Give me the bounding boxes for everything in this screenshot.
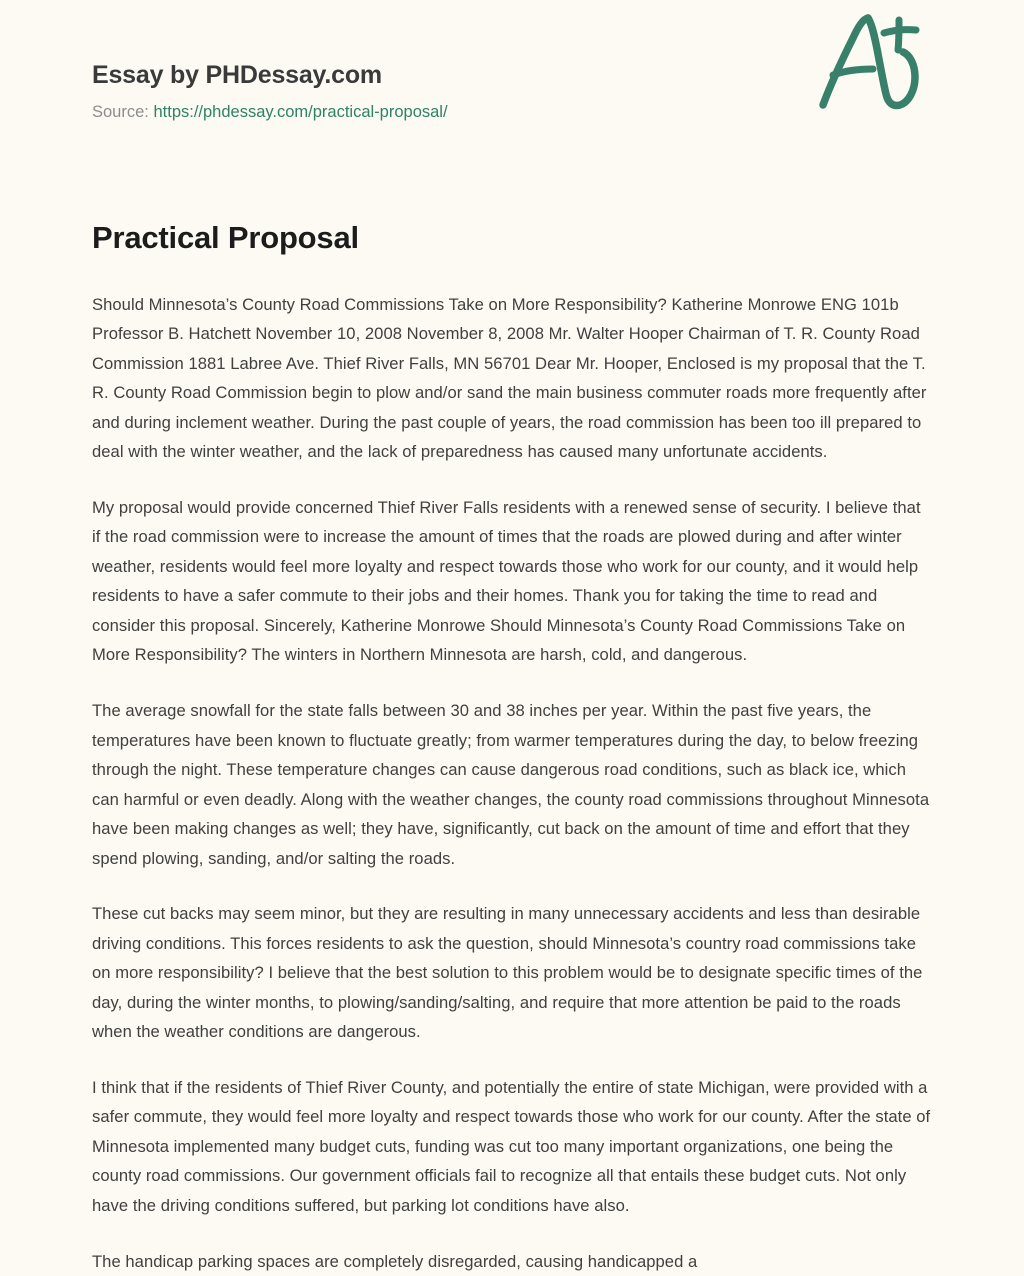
paragraph: The average snowfall for the state falls between 30 and 38 inches per year. Within the past five years, the temperatures have been known to fluctuate greatly; from warmer temperatures during the day, to below freezing through the night. These temperature changes can cause dangerous road conditions, such as black ice, which can harmful or even deadly. Along with the weather changes, the county road commissions throughout Minnesota have been making changes as well; they have, significantly, cut back on the amount of time and effort that they spend plowing, sanding, and/or salting the roads. (92, 701, 930, 868)
paragraph: I think that if the residents of Thief River County, and potentially the entire of state Michigan, were provided with a safer commute, they would feel more loyalty and respect towards those who work for our county. After the state of Minnesota implemented many budget cuts, funding was cut too many important organizations, one being the county road commissions. Our government officials fail to recognize all that entails these budget cuts. Not only have the driving conditions suffered, but parking lot conditions have also. (92, 1077, 931, 1215)
paragraph: These cut backs may seem minor, but they are resulting in many unnecessary accidents and less than desirable driving conditions. This forces residents to ask the question, should Minnesota’s country road commissions take on more responsibility? I believe that the best solution to this problem would be to designate specific times of the day, during the winter months, to plowing/sanding/salting, and require that more attention be paid to the roads when the weather conditions are dangerous. (92, 904, 923, 1042)
source-label: Source: (92, 103, 149, 121)
paragraph: My proposal would provide concerned Thief River Falls residents with a renewed sense of security. I believe that if the road commission were to increase the amount of times that the roads are plowed during and after winter weather, residents would feel more loyalty and respect towards those who work for our county, and it would help residents to have a safer commute to their jobs and their homes. Thank you for taking the time to read and consider this proposal. Sincerely, Katherine Monrowe Should Minnesota’s County Road Commissions Take on More Responsibility? The winters in Northern Minnesota are harsh, cold, and dangerous. (92, 497, 921, 665)
a-plus-handwritten-logo-icon (814, 8, 932, 112)
essay-body (92, 256, 932, 1276)
source-url-link[interactable]: https://phdessay.com/practical-proposal/ (153, 103, 448, 121)
source-line (92, 104, 932, 121)
page-header (92, 0, 932, 122)
page-title: Practical Proposal (92, 220, 359, 255)
paragraph: Should Minnesota’s County Road Commissions Take on More Responsibility? Katherine Monrowe ENG 101b Professor B. Hatchett November 10, 2008 November 8, 2008 Mr. Walter Hooper Chairman of T. R. County Road Commission 1881 Labree Ave. Thief River Falls, MN 56701 Dear Mr. Hooper, Enclosed is my proposal that the T. R. County Road Commission begin to plow and/or sand the main business commuter roads more frequently after and during inclement weather. During the past couple of years, the road commission has been too ill prepared to deal with the winter weather, and the lack of preparedness has caused many unfortunate accidents. (92, 294, 927, 462)
brand-title: Essay by PHDessay.com (92, 61, 382, 89)
paragraph: The handicap parking spaces are completely disregarded, causing handicapped a (92, 1251, 698, 1271)
